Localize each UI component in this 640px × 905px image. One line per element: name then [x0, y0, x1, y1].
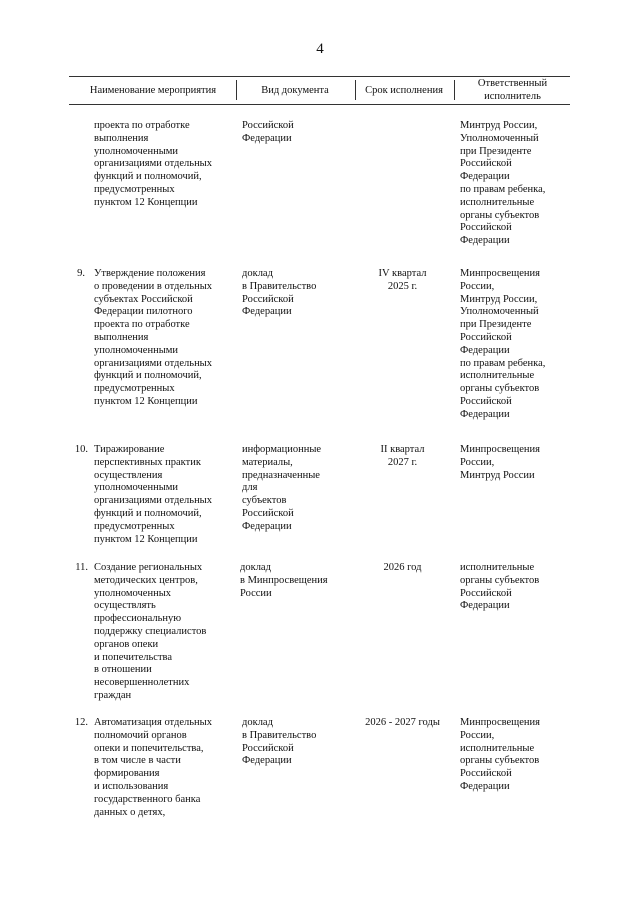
header-top-rule [69, 76, 570, 77]
row-document-type: доклад в Правительство Российской Федерации [242, 717, 317, 767]
row-responsible: Минпросвещения России, исполнительные органы субъектов Российской Федерации [460, 717, 540, 792]
row-number: 9. [77, 268, 85, 279]
row-deadline: II квартал 2027 г. [380, 444, 425, 468]
row-responsible: Минпросвещения России, Минтруд России [460, 444, 540, 481]
row-responsible: Минтруд России, Уполномоченный при Президенте Российской Федерации по правам ребенка, исполнительные органы субъектов Российской Федерации [460, 120, 546, 247]
row-deadline: 2026 год [383, 562, 422, 573]
header-doc: Вид документа [261, 85, 329, 96]
row-document-type: доклад в Правительство Российской Федерации [242, 268, 317, 318]
row-deadline: IV квартал 2025 г. [378, 268, 427, 292]
row-activity-name: Автоматизация отдельных полномочий органов опеки и попечительства, в том числе в части формирования и использования государственного банка данных о детях, [94, 717, 212, 818]
row-document-type: Российской Федерации [242, 120, 294, 144]
row-number: 11. [75, 562, 88, 573]
header-separator [454, 80, 455, 100]
row-activity-name: проекта по отработке выполнения уполномоченными организациями отдельных функций и полномочий, предусмотренных пунктом 12 Концепции [94, 120, 212, 208]
header-term: Срок исполнения [365, 85, 443, 96]
header-resp: Ответственный исполнитель [477, 78, 548, 102]
row-activity-name: Создание региональных методических центров, уполномоченных осуществлять профессиональную поддержку специалистов органов опеки и попечительства в отношении несовершеннолетних граждан [94, 562, 207, 701]
page-number: 4 [316, 41, 324, 57]
row-number: 10. [74, 444, 88, 455]
row-deadline: 2026 - 2027 годы [365, 717, 440, 728]
row-document-type: доклад в Минпросвещения России [240, 562, 328, 599]
header-separator [236, 80, 237, 100]
row-activity-name: Тиражирование перспективных практик осуществления уполномоченными организациями отдельных функций и полномочий, предусмотренных пунктом 12 Концепции [94, 444, 212, 545]
header-name: Наименование мероприятия [89, 85, 217, 96]
row-responsible: исполнительные органы субъектов Российской Федерации [460, 562, 540, 612]
row-responsible: Минпросвещения России, Минтруд России, Уполномоченный при Президенте Российской Федерации по правам ребенка, исполнительные органы субъектов Российской Федерации [460, 268, 546, 420]
row-document-type: информационные материалы, предназначенные для субъектов Российской Федерации [242, 444, 322, 532]
header-separator [355, 80, 356, 100]
row-number: 12. [74, 717, 88, 728]
row-activity-name: Утверждение положения о проведении в отдельных субъектах Российской Федерации пилотного проекта по отработке выполнения уполномоченными организациями отдельных функций и полномочий, предусмотренных пунктом 12 Концепции [94, 268, 212, 407]
header-bottom-rule [69, 104, 570, 105]
